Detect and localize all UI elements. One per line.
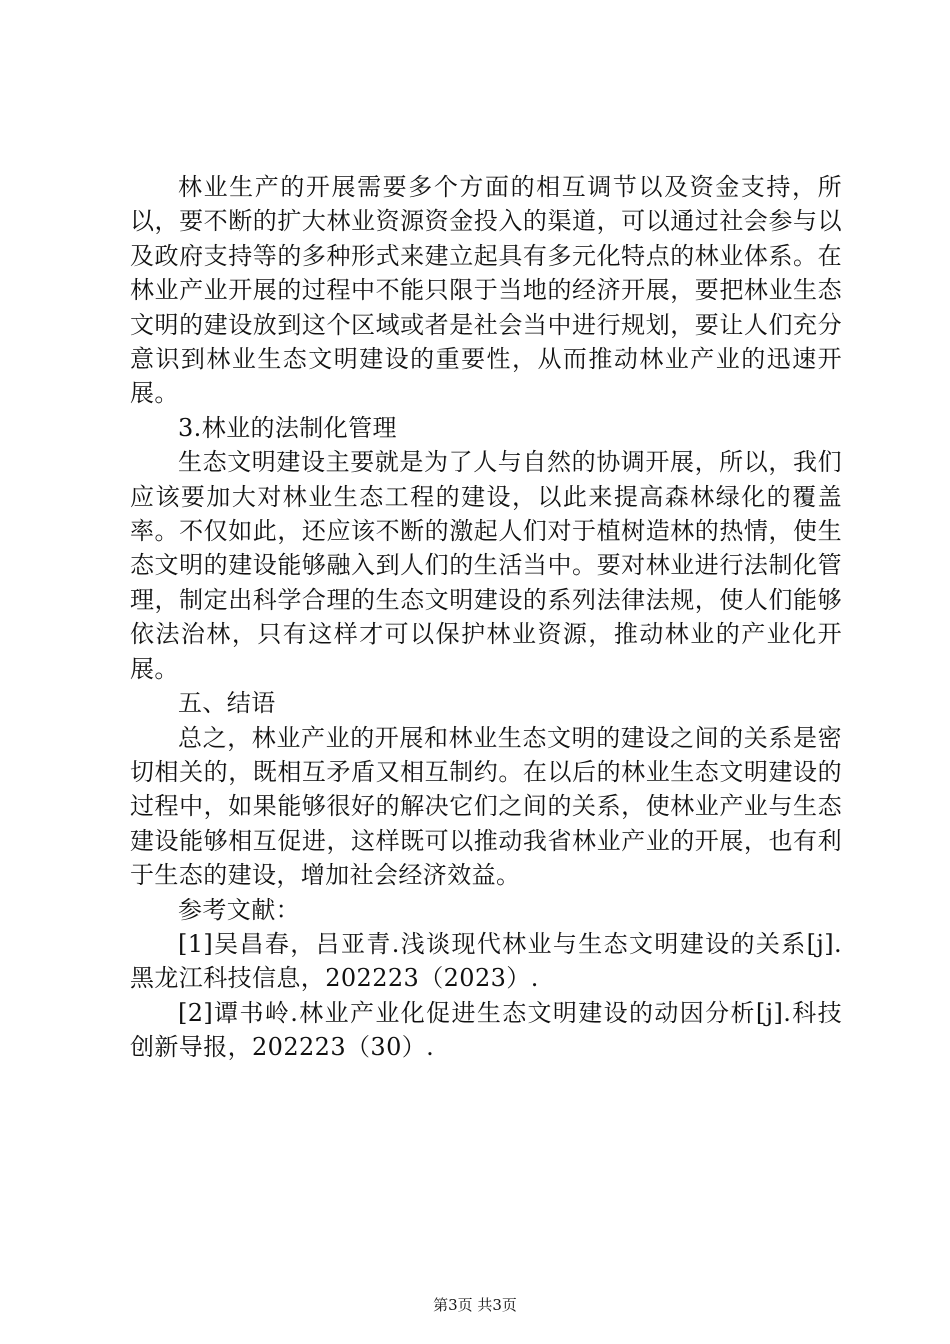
page-footer: 第3页 共3页	[433, 1296, 517, 1314]
reference-item-1: [1]吴昌春，吕亚青.浅谈现代林业与生态文明建设的关系[j].黑龙江科技信息，202223（2023）.	[130, 929, 842, 993]
paragraph-legal-management: 生态文明建设主要就是为了人与自然的协调开展，所以，我们应该要加大对林业生态工程的建设，以此来提高森林绿化的覆盖率。不仅如此，还应该不断的激起人们对于植树造林的热情，使生态文明的建设能够融入到人们的生活当中。要对林业进行法制化管理，制定出科学合理的生态文明建设的系列法律法规，使人们能够依法治林，只有这样才可以保护林业资源，推动林业的产业化开展。	[130, 448, 842, 683]
paragraph-conclusion: 总之，林业产业的开展和林业生态文明的建设之间的关系是密切相关的，既相互矛盾又相互制约。在以后的林业生态文明建设的过程中，如果能够很好的解决它们之间的关系，使林业产业与生态建设能够相互促进，这样既可以推动我省林业产业的开展，也有利于生态的建设，增加社会经济效益。	[130, 723, 842, 890]
heading-references: 参考文献：	[178, 895, 300, 924]
heading-legal-management: 3.林业的法制化管理	[178, 413, 397, 442]
paragraph-funding: 林业生产的开展需要多个方面的相互调节以及资金支持，所以，要不断的扩大林业资源资金投入的渠道，可以通过社会参与以及政府支持等的多种形式来建立起具有多元化特点的林业体系。在林业产业开展的过程中不能只限于当地的经济开展，要把林业生态文明的建设放到这个区域或者是社会当中进行规划，要让人们充分意识到林业生态文明建设的重要性，从而推动林业产业的迅速开展。	[130, 173, 842, 408]
document-body	[130, 170, 842, 1065]
reference-item-2: [2]谭书岭.林业产业化促进生态文明建设的动因分析[j].科技创新导报，202223（30）.	[130, 998, 842, 1062]
heading-conclusion: 五、结语	[178, 689, 276, 718]
